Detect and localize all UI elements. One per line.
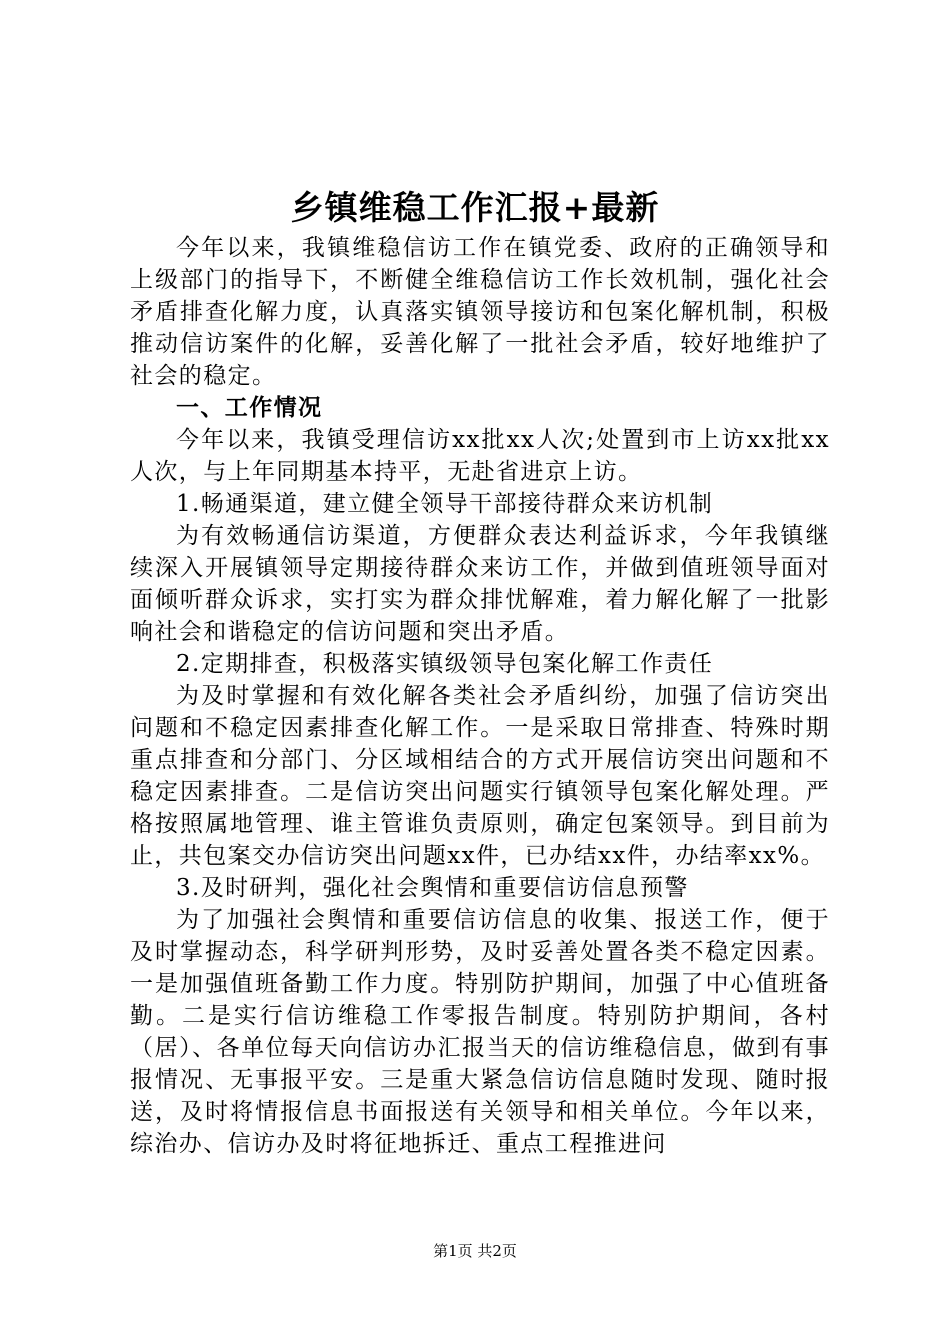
subheading-1: 1.畅通渠道，建立健全领导干部接待群众来访机制	[176, 491, 714, 517]
page-number-footer: 第1页 共2页	[433, 1242, 517, 1260]
summary-paragraph: 今年以来，我镇受理信访xx批xx人次;处置到市上访xx批xx人次，与上年同期基本持平，无赴省进京上访。	[130, 427, 830, 485]
section-heading-work-status: 一、工作情况	[176, 394, 323, 421]
document-title: 乡镇维稳工作汇报+最新	[290, 188, 660, 227]
subheading-2: 2.定期排查，积极落实镇级领导包案化解工作责任	[176, 651, 714, 677]
intro-paragraph: 今年以来，我镇维稳信访工作在镇党委、政府的正确领导和上级部门的指导下，不断健全维稳信访工作长效机制，强化社会矛盾排查化解力度，认真落实镇领导接访和包案化解机制，积极推动信访案件的化解，妥善化解了一批社会矛盾，较好地维护了社会的稳定。	[130, 235, 830, 389]
document-body	[130, 232, 830, 1160]
subheading-3: 3.及时研判，强化社会舆情和重要信访信息预警	[176, 875, 689, 901]
paragraph-1: 为有效畅通信访渠道，方便群众表达利益诉求，今年我镇继续深入开展镇领导定期接待群众来访工作，并做到值班领导面对面倾听群众诉求，实打实为群众排忧解难，着力解化解了一批影响社会和谐稳定的信访问题和突出矛盾。	[130, 523, 830, 645]
paragraph-3: 为了加强社会舆情和重要信访信息的收集、报送工作，便于及时掌握动态，科学研判形势，及时妥善处置各类不稳定因素。一是加强值班备勤工作力度。特别防护期间，加强了中心值班备勤。二是实行信访维稳工作零报告制度。特别防护期间，各村（居）、各单位每天向信访办汇报当天的信访维稳信息，做到有事报情况、无事报平安。三是重大紧急信访信息随时发现、随时报送，及时将情报信息书面报送有关领导和相关单位。今年以来，综治办、信访办及时将征地拆迁、重点工程推进问	[130, 907, 830, 1157]
paragraph-2: 为及时掌握和有效化解各类社会矛盾纠纷，加强了信访突出问题和不稳定因素排查化解工作。一是采取日常排查、特殊时期重点排查和分部门、分区域相结合的方式开展信访突出问题和不稳定因素排查。二是信访突出问题实行镇领导包案化解处理。严格按照属地管理、谁主管谁负责原则，确定包案领导。到目前为止，共包案交办信访突出问题xx件，已办结xx件，办结率xx%。	[130, 683, 830, 869]
